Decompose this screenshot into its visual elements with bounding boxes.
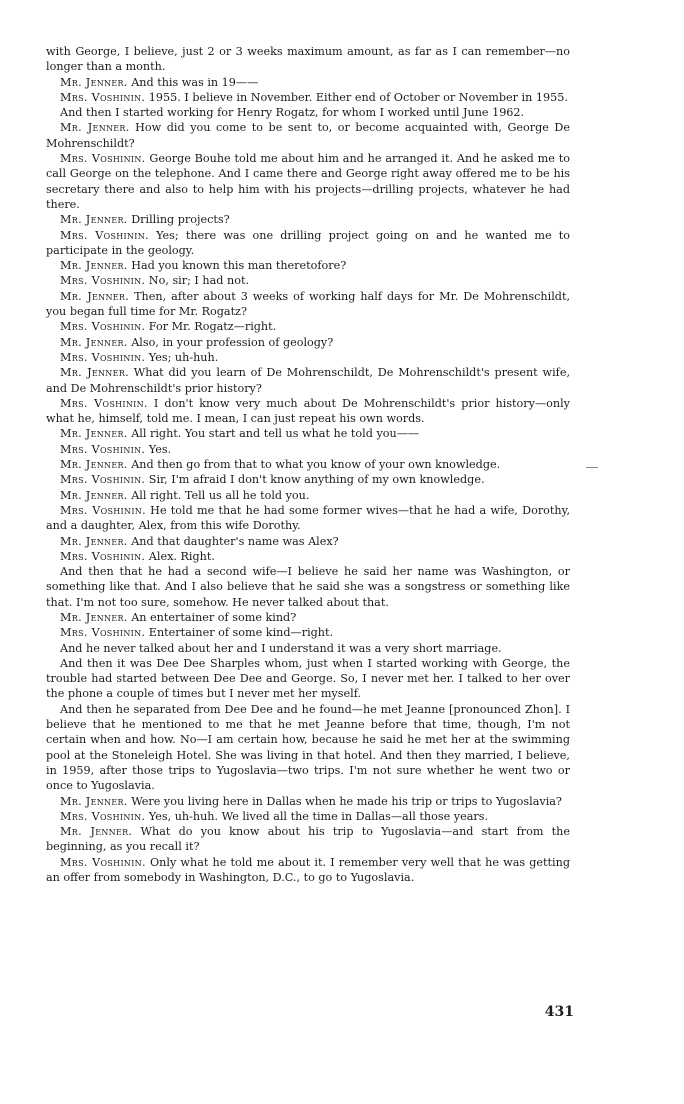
transcript-paragraph <box>46 610 570 625</box>
paragraph-text: Yes; uh-huh. <box>145 350 219 364</box>
transcript-paragraph <box>46 702 570 794</box>
transcript-paragraph <box>46 151 570 212</box>
paragraph-text: Then, after about 3 weeks of working half days for Mr. De Mohrenschildt, you began full time for Mr. Rogatz? <box>46 289 571 319</box>
speaker-name: Mrs. Voshinin. <box>60 90 146 104</box>
speaker-name: Mr. Jenner. <box>60 794 128 808</box>
transcript-paragraph <box>46 625 570 640</box>
transcript-paragraph <box>46 273 570 288</box>
paragraph-text: All right. Tell us all he told you. <box>127 488 310 502</box>
transcript-paragraph <box>46 319 570 334</box>
paragraph-text: Only what he told me about it. I remember very well that he was getting an offer from somebody in Washington, D.C., to go to Yugoslavia. <box>46 855 570 885</box>
paragraph-text: Were you living here in Dallas when he made his trip or trips to Yugoslavia? <box>127 794 562 808</box>
speaker-name: Mr. Jenner. <box>60 534 128 548</box>
paragraph-text: Entertainer of some kind—right. <box>145 626 334 640</box>
speaker-name: Mr. Jenner. <box>60 121 130 135</box>
paragraph-text: He told me that he had some former wives—that he had a wife, Dorothy, and a daughter, Alex, from this wife Dorothy. <box>46 503 570 533</box>
speaker-name: Mrs. Voshinin. <box>60 350 146 364</box>
speaker-name: Mrs. Voshinin. <box>60 473 146 487</box>
paragraph-text: And then I started working for Henry Rogatz, for whom I worked until June 1962. <box>60 106 525 120</box>
paragraph-text: 1955. I believe in November. Either end of October or November in 1955. <box>145 90 568 104</box>
speaker-name: Mr. Jenner. <box>60 825 133 839</box>
paragraph-text: Had you known this man theretofore? <box>127 259 347 273</box>
speaker-name: Mr. Jenner. <box>60 289 130 303</box>
transcript-paragraph <box>46 228 570 259</box>
transcript-paragraph <box>46 472 570 487</box>
speaker-name: Mrs. Voshinin. <box>60 274 146 288</box>
speaker-name: Mr. Jenner. <box>60 213 128 227</box>
paragraph-text: How did you come to be sent to, or become acquainted with, George De Mohrenschildt? <box>46 121 570 150</box>
speaker-name: Mrs. Voshinin. <box>60 503 146 517</box>
transcript-paragraph <box>46 534 570 549</box>
paragraph-text: And then go from that to what you know of your own knowledge. <box>127 458 501 472</box>
paragraph-text: And he never talked about her and I understand it was a very short marriage. <box>60 641 502 655</box>
transcript-paragraph <box>46 75 570 90</box>
margin-mark <box>586 467 598 468</box>
speaker-name: Mr. Jenner. <box>60 458 128 472</box>
transcript-paragraph <box>46 396 570 427</box>
paragraph-text: I don't know very much about De Mohrenschildt's prior history—only what he, himself, told me. I mean, I can just repeat his own words. <box>46 396 570 426</box>
paragraph-text: An entertainer of some kind? <box>127 610 297 624</box>
transcript-paragraph <box>46 641 570 656</box>
paragraph-text: with George, I believe, just 2 or 3 weeks maximum amount, as far as I can remember—no longer than a month. <box>46 45 570 74</box>
transcript-paragraph <box>46 365 570 396</box>
paragraph-text: Yes, uh-huh. We lived all the time in Dallas—all those years. <box>145 809 489 823</box>
speaker-name: Mrs. Voshinin. <box>60 396 148 410</box>
speaker-name: Mrs. Voshinin. <box>60 809 146 823</box>
transcript-paragraph <box>46 212 570 227</box>
paragraph-text: And this was in 19—— <box>127 75 259 89</box>
transcript-paragraph <box>46 442 570 457</box>
paragraph-text: Yes; there was one drilling project going on and he wanted me to participate in the geology. <box>46 228 570 257</box>
speaker-name: Mr. Jenner. <box>60 366 129 380</box>
speaker-name: Mr. Jenner. <box>60 75 128 89</box>
speaker-name: Mr. Jenner. <box>60 427 128 441</box>
transcript-paragraph <box>46 809 570 824</box>
paragraph-text: What did you learn of De Mohrenschildt, De Mohrenschildt's present wife, and De Mohrenschildt's prior history? <box>46 366 571 395</box>
transcript-paragraph <box>46 105 570 120</box>
transcript-paragraph <box>46 426 570 441</box>
paragraph-text: What do you know about his trip to Yugoslavia—and start from the beginning, as you recall it? <box>46 825 570 854</box>
paragraph-text: Drilling projects? <box>127 213 230 227</box>
paragraph-text: And then it was Dee Dee Sharples whom, just when I started working with George, the trouble had started between Dee Dee and George. So, I never met her. I talked to her over the phone a couple of times but I never met her myself. <box>46 656 570 701</box>
transcript-paragraph <box>46 289 570 320</box>
speaker-name: Mrs. Voshinin. <box>60 626 146 640</box>
transcript-paragraph <box>46 549 570 564</box>
paragraph-text: No, sir; I had not. <box>145 274 249 288</box>
page-number: 431 <box>544 1004 574 1020</box>
speaker-name: Mrs. Voshinin. <box>60 855 146 869</box>
transcript-paragraph <box>46 855 570 886</box>
transcript-paragraph <box>46 656 570 702</box>
paragraph-text: For Mr. Rogatz—right. <box>145 320 277 334</box>
paragraph-text: And that daughter's name was Alex? <box>127 534 339 548</box>
speaker-name: Mr. Jenner. <box>60 335 128 349</box>
transcript-paragraph <box>46 44 570 75</box>
speaker-name: Mrs. Voshinin. <box>60 549 146 563</box>
paragraph-text: Alex. Right. <box>145 549 215 563</box>
transcript-paragraph <box>46 794 570 809</box>
transcript-paragraph <box>46 457 570 472</box>
speaker-name: Mrs. Voshinin. <box>60 320 146 334</box>
speaker-name: Mrs. Voshinin. <box>60 228 149 242</box>
transcript-paragraph <box>46 824 570 855</box>
transcript-page <box>46 44 570 885</box>
transcript-paragraph <box>46 90 570 105</box>
transcript-paragraph <box>46 488 570 503</box>
transcript-paragraph <box>46 503 570 534</box>
speaker-name: Mr. Jenner. <box>60 259 128 273</box>
transcript-paragraph <box>46 120 570 151</box>
transcript-paragraph <box>46 564 570 610</box>
paragraph-text: Also, in your profession of geology? <box>127 335 334 349</box>
paragraph-text: All right. You start and tell us what he told you—— <box>127 427 420 441</box>
transcript-paragraph <box>46 258 570 273</box>
paragraph-text: Yes. <box>145 442 172 456</box>
speaker-name: Mr. Jenner. <box>60 488 128 502</box>
transcript-paragraph <box>46 335 570 350</box>
speaker-name: Mr. Jenner. <box>60 610 128 624</box>
paragraph-text: George Bouhe told me about him and he arranged it. And he asked me to call George on the telephone. And I came there and George right away offered me to be his secretary there and also to help him with his projects—drilling projects, whatever he had there. <box>46 152 570 211</box>
paragraph-text: Sir, I'm afraid I don't know anything of my own knowledge. <box>145 473 485 487</box>
speaker-name: Mrs. Voshinin. <box>60 442 146 456</box>
paragraph-text: And then he separated from Dee Dee and he found—he met Jeanne [pronounced Zhon]. I believe that he mentioned to me that he met Jeanne before that time, though, I'm not certain when and how. No—I am certain how, because he said he met her at the swimming pool at the Stoneleigh Hotel. She was living in that hotel. And then they married, I believe, in 1959, after those trips to Yugoslavia—two trips. I'm not sure whether he went two or once to Yugoslavia. <box>46 702 570 793</box>
paragraph-text: And then that he had a second wife—I believe he said her name was Washington, or something like that. And I also believe that he said she was a songstress or something like that. I'm not too sure, somehow. He never talked about that. <box>46 565 570 609</box>
speaker-name: Mrs. Voshinin. <box>60 152 146 166</box>
transcript-paragraph <box>46 350 570 365</box>
